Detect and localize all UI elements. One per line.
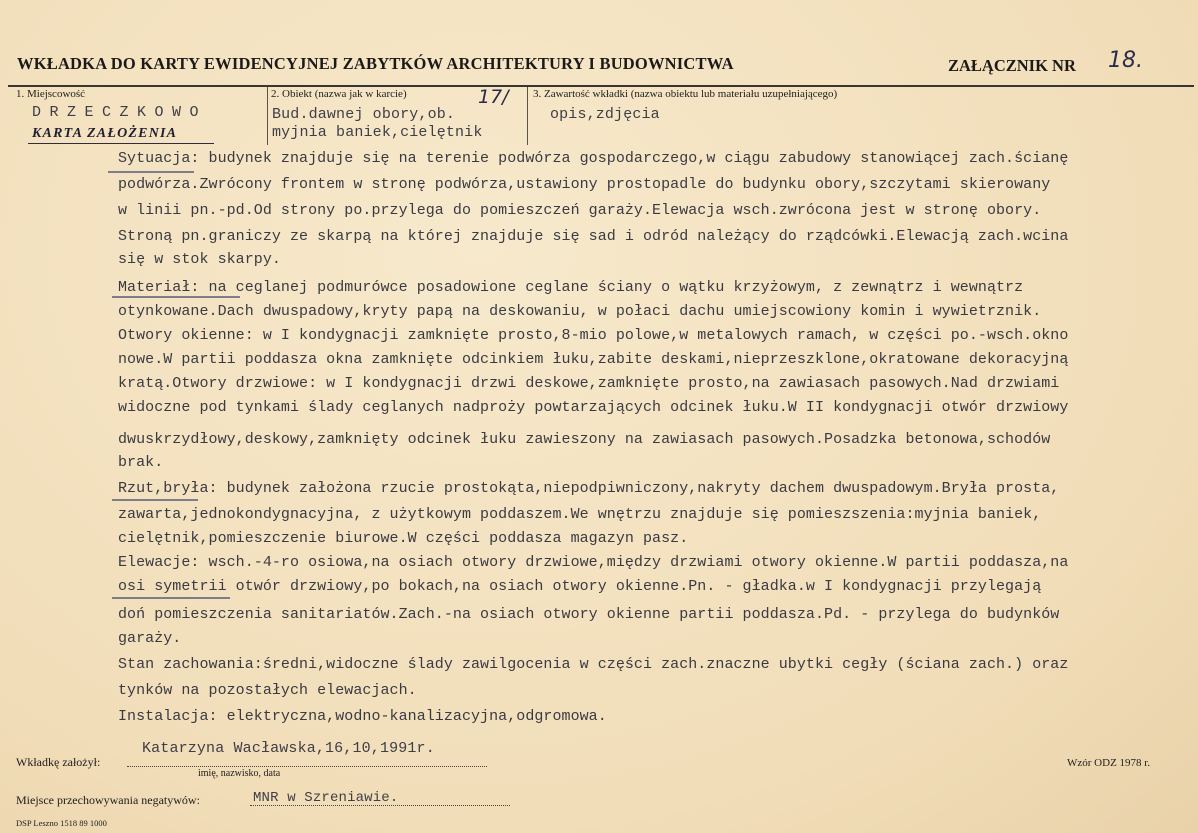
body-line: osi symetrii otwór drzwiowy,po bokach,na osiach otwory okienne.Pn. - gładka.w I kondygnacji przylegają: [118, 578, 1042, 595]
body-line: zawarta,jednokondygnacyjna, z użytkowym poddaszem.We wnętrzu znajduje się pomieszszenia:myjnia baniek,: [118, 506, 1042, 523]
printer-note: DSP Leszno 1518 89 1000: [16, 818, 107, 828]
author-label: Wkładkę założył:: [16, 755, 101, 769]
place-label: 1. Miejscowość: [16, 88, 86, 100]
object-value-line1: Bud.dawnej obory,ob.: [272, 106, 456, 123]
body-line: dwuskrzydłowy,deskowy,zamknięty odcinek łuku zawieszony na zawiasach pasowych.Posadzka betonowa,schodów: [118, 431, 1051, 448]
body-line: Sytuacja: budynek znajduje się na terenie podwórza gospodarczego,w ciągu zabudowy stanowiącej zach.ścianę: [118, 150, 1069, 167]
body-line: cielętnik,pomieszczenie biurowe.W części poddasza magazyn pasz.: [118, 530, 689, 547]
field-divider-2: [527, 87, 528, 145]
document-title: WKŁADKA DO KARTY EWIDENCYJNEJ ZABYTKÓW ARCHITEKTURY I BUDOWNICTWA: [17, 54, 734, 73]
author-value: Katarzyna Wacławska,16,10,1991r.: [142, 740, 435, 757]
body-line: podwórza.Zwrócony frontem w stronę podwórza,ustawiony prostopadle do budynku obory,szczytami skierowany: [118, 176, 1051, 193]
underline-sytuacja: [108, 171, 194, 173]
field-divider-1: [267, 87, 268, 145]
underline-material: [112, 296, 240, 298]
storage-label: Miejsce przechowywania negatywów:: [16, 793, 200, 807]
body-line: brak.: [118, 454, 164, 471]
object-number: 17/: [478, 86, 509, 108]
handwritten-underline: [28, 143, 214, 144]
content-label: 3. Zawartość wkładki (nazwa obiektu lub materiału uzupełniającego): [533, 88, 838, 100]
storage-dotted-line: [250, 805, 510, 806]
body-line: widoczne pod tynkami ślady ceglanych nadproży powtarzających odcinek łuku.W II kondygnacji otwór drzwiowy: [118, 399, 1069, 416]
author-caption: imię, nazwisko, data: [198, 768, 281, 779]
body-line: kratą.Otwory drzwiowe: w I kondygnacji drzwi deskowe,zamknięte prosto,na zawiasach pasowych.Nad drzwiami: [118, 375, 1060, 392]
body-line: Stan zachowania:średni,widoczne ślady zawilgocenia w części zach.znaczne ubytki cegły (ściana zach.) oraz: [118, 656, 1069, 673]
body-line: Otwory okienne: w I kondygnacji zamknięte prosto,8-mio polowe,w metalowych ramach, w części po.-wsch.okno: [118, 327, 1069, 344]
header-divider: [8, 85, 1194, 87]
underline-elewacje: [112, 597, 230, 599]
place-value: DRZECZKOWO: [32, 104, 208, 121]
body-line: garaży.: [118, 630, 182, 647]
body-line: Stroną pn.graniczy ze skarpą na której znajduje się sad i odród należący do rządcówki.Elewacją zach.wcina: [118, 228, 1069, 245]
content-value: opis,zdjęcia: [550, 106, 660, 123]
attachment-label: ZAŁĄCZNIK NR: [948, 56, 1076, 75]
body-line: tynków na pozostałych elewacjach.: [118, 682, 417, 699]
body-line: w linii pn.-pd.Od strony po.przylega do pomieszczeń garaży.Elewacja wsch.zwrócona jest w stronę obory.: [118, 202, 1042, 219]
body-line: Rzut,bryła: budynek założona rzucie prostokąta,niepodpiwniczony,nakryty dachem dwuspadowym.Bryła prosta,: [118, 480, 1060, 497]
body-line: nowe.W partii poddasza okna zamknięte odcinkiem łuku,zabite deskami,nieprzeszklone,okratowane dekoracyjną: [118, 351, 1069, 368]
author-dotted-line: [127, 766, 487, 767]
attachment-number: 18.: [1108, 48, 1143, 73]
body-line: Elewacje: wsch.-4-ro osiowa,na osiach otwory drzwiowe,między drzwiami otwory okienne.W partii poddasza,na: [118, 554, 1069, 571]
card-handwritten-note: KARTA ZAŁOŻENIA: [32, 126, 178, 141]
body-line: otynkowane.Dach dwuspadowy,kryty papą na deskowaniu, w połaci dachu umiejscowiony komin i wywietrznik.: [118, 303, 1042, 320]
form-model: Wzór ODZ 1978 r.: [1067, 757, 1151, 769]
body-line: się w stok skarpy.: [118, 251, 281, 268]
underline-rzut: [112, 499, 198, 501]
storage-value: MNR w Szreniawie.: [253, 790, 399, 806]
body-line: doń pomieszczenia sanitariatów.Zach.-na osiach otwory okienne partii poddasza.Pd. - przylega do budynków: [118, 606, 1060, 623]
object-value-line2: myjnia baniek,cielętnik: [272, 124, 483, 141]
object-label: 2. Obiekt (nazwa jak w karcie): [271, 88, 407, 100]
body-line: Instalacja: elektryczna,wodno-kanalizacyjna,odgromowa.: [118, 708, 607, 725]
body-line: Materiał: na ceglanej podmurówce posadowione ceglane ściany o wątku krzyżowym, z zewnątrz i wewnątrz: [118, 279, 1024, 296]
